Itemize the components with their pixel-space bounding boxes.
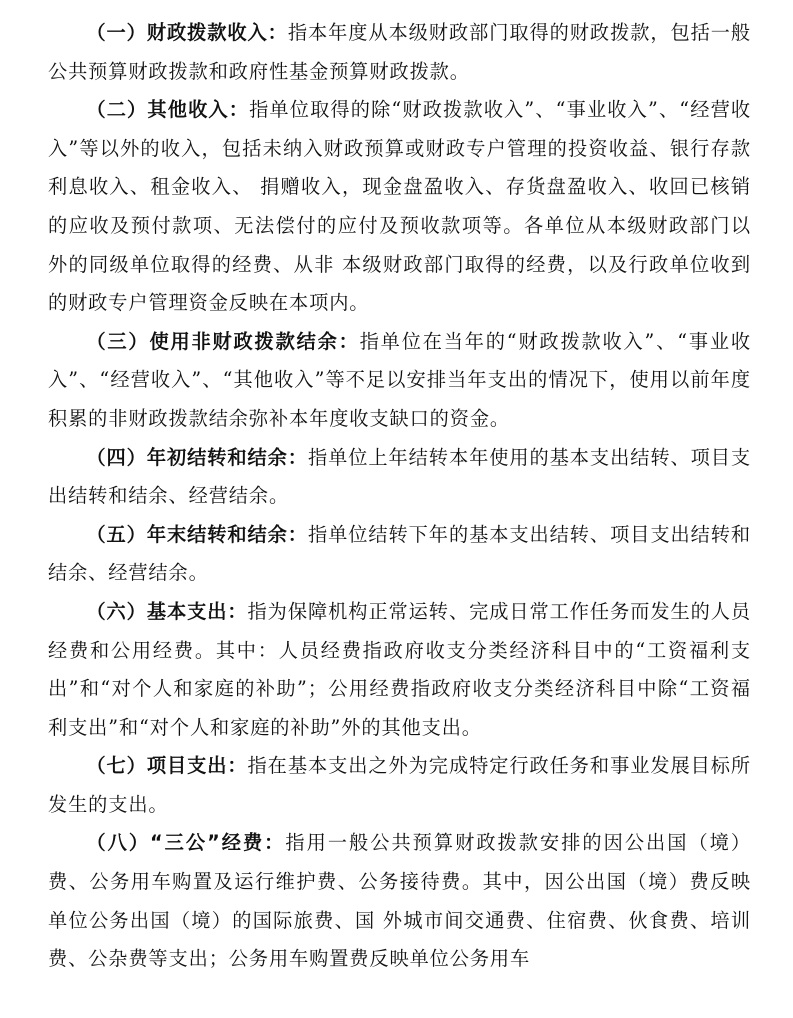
definition-text: 指单位上年结转本年使用的基本支出结转、项目支出结转和结余、经营结余。	[48, 445, 751, 508]
definition-text: 指单位在当年的“财政拨款收入”、“事业收入”、“经营收入”、“其他收入”等不足以安排当年支出的情况下，使用以前年度积累的非财政拨款结余弥补本年度收支缺口的资金。	[48, 329, 751, 430]
term-label: （三）使用非财政拨款结余：	[86, 329, 360, 353]
paragraph-7	[48, 747, 751, 824]
paragraph-1	[48, 14, 751, 91]
term-label: （八）“三公”经费：	[86, 831, 286, 855]
definition-text: 指为保障机构正常运转、完成日常工作任务而发生的人员经费和公用经费。其中：人员经费指政府收支分类经济科目中的“工资福利支出”和“对个人和家庭的补助”；公用经费指政府收支分类经济科目中除“工资福利支出”和“对个人和家庭的补助”外的其他支出。	[48, 599, 752, 739]
term-label: （七）项目支出：	[86, 754, 248, 778]
paragraph-8	[48, 824, 751, 978]
paragraph-2	[48, 91, 751, 323]
term-label: （四）年初结转和结余：	[86, 445, 308, 469]
paragraph-4	[48, 439, 751, 516]
paragraph-6	[48, 593, 751, 747]
definition-text: 指单位结转下年的基本支出结转、项目支出结转和结余、经营结余。	[48, 522, 751, 585]
term-label: （二）其他收入：	[86, 98, 250, 122]
definition-text: 指在基本支出之外为完成特定行政任务和事业发展目标所发生的支出。	[48, 754, 752, 816]
definition-text: 指单位取得的除“财政拨款收入”、“事业收入”、“经营收入”等以外的收入，包括未纳入财政预算或财政专户管理的投资收益、银行存款利息收入、租金收入、 捐赠收入，现金盘盈收入、存货盘盈收入、收回已核销的应收及预付款项、无法偿付的应付及预收款项等。各单位从本级财政部门以外的同级单位取得的经费、从非 本级财政部门取得的经费，以及行政单位收到的财政专户管理资金反映在本项内。	[48, 98, 751, 315]
term-label: （一）财政拨款收入：	[86, 21, 288, 44]
term-label: （六）基本支出：	[86, 599, 248, 623]
paragraph-3	[48, 323, 751, 439]
definition-text: 指本年度从本级财政部门取得的财政拨款，包括一般公共预算财政拨款和政府性基金预算财政拨款。	[48, 21, 752, 83]
paragraph-5	[48, 516, 751, 593]
definition-text: 指用一般公共预算财政拨款安排的因公出国（境）费、公务用车购置及运行维护费、公务接待费。其中，因公出国（境）费反映单位公务出国（境）的国际旅费、国 外城市间交通费、住宿费、伙食费、培训费、公杂费等支出；公务用车购置费反映单位公务用车	[48, 831, 751, 971]
term-label: （五）年末结转和结余：	[86, 522, 308, 546]
